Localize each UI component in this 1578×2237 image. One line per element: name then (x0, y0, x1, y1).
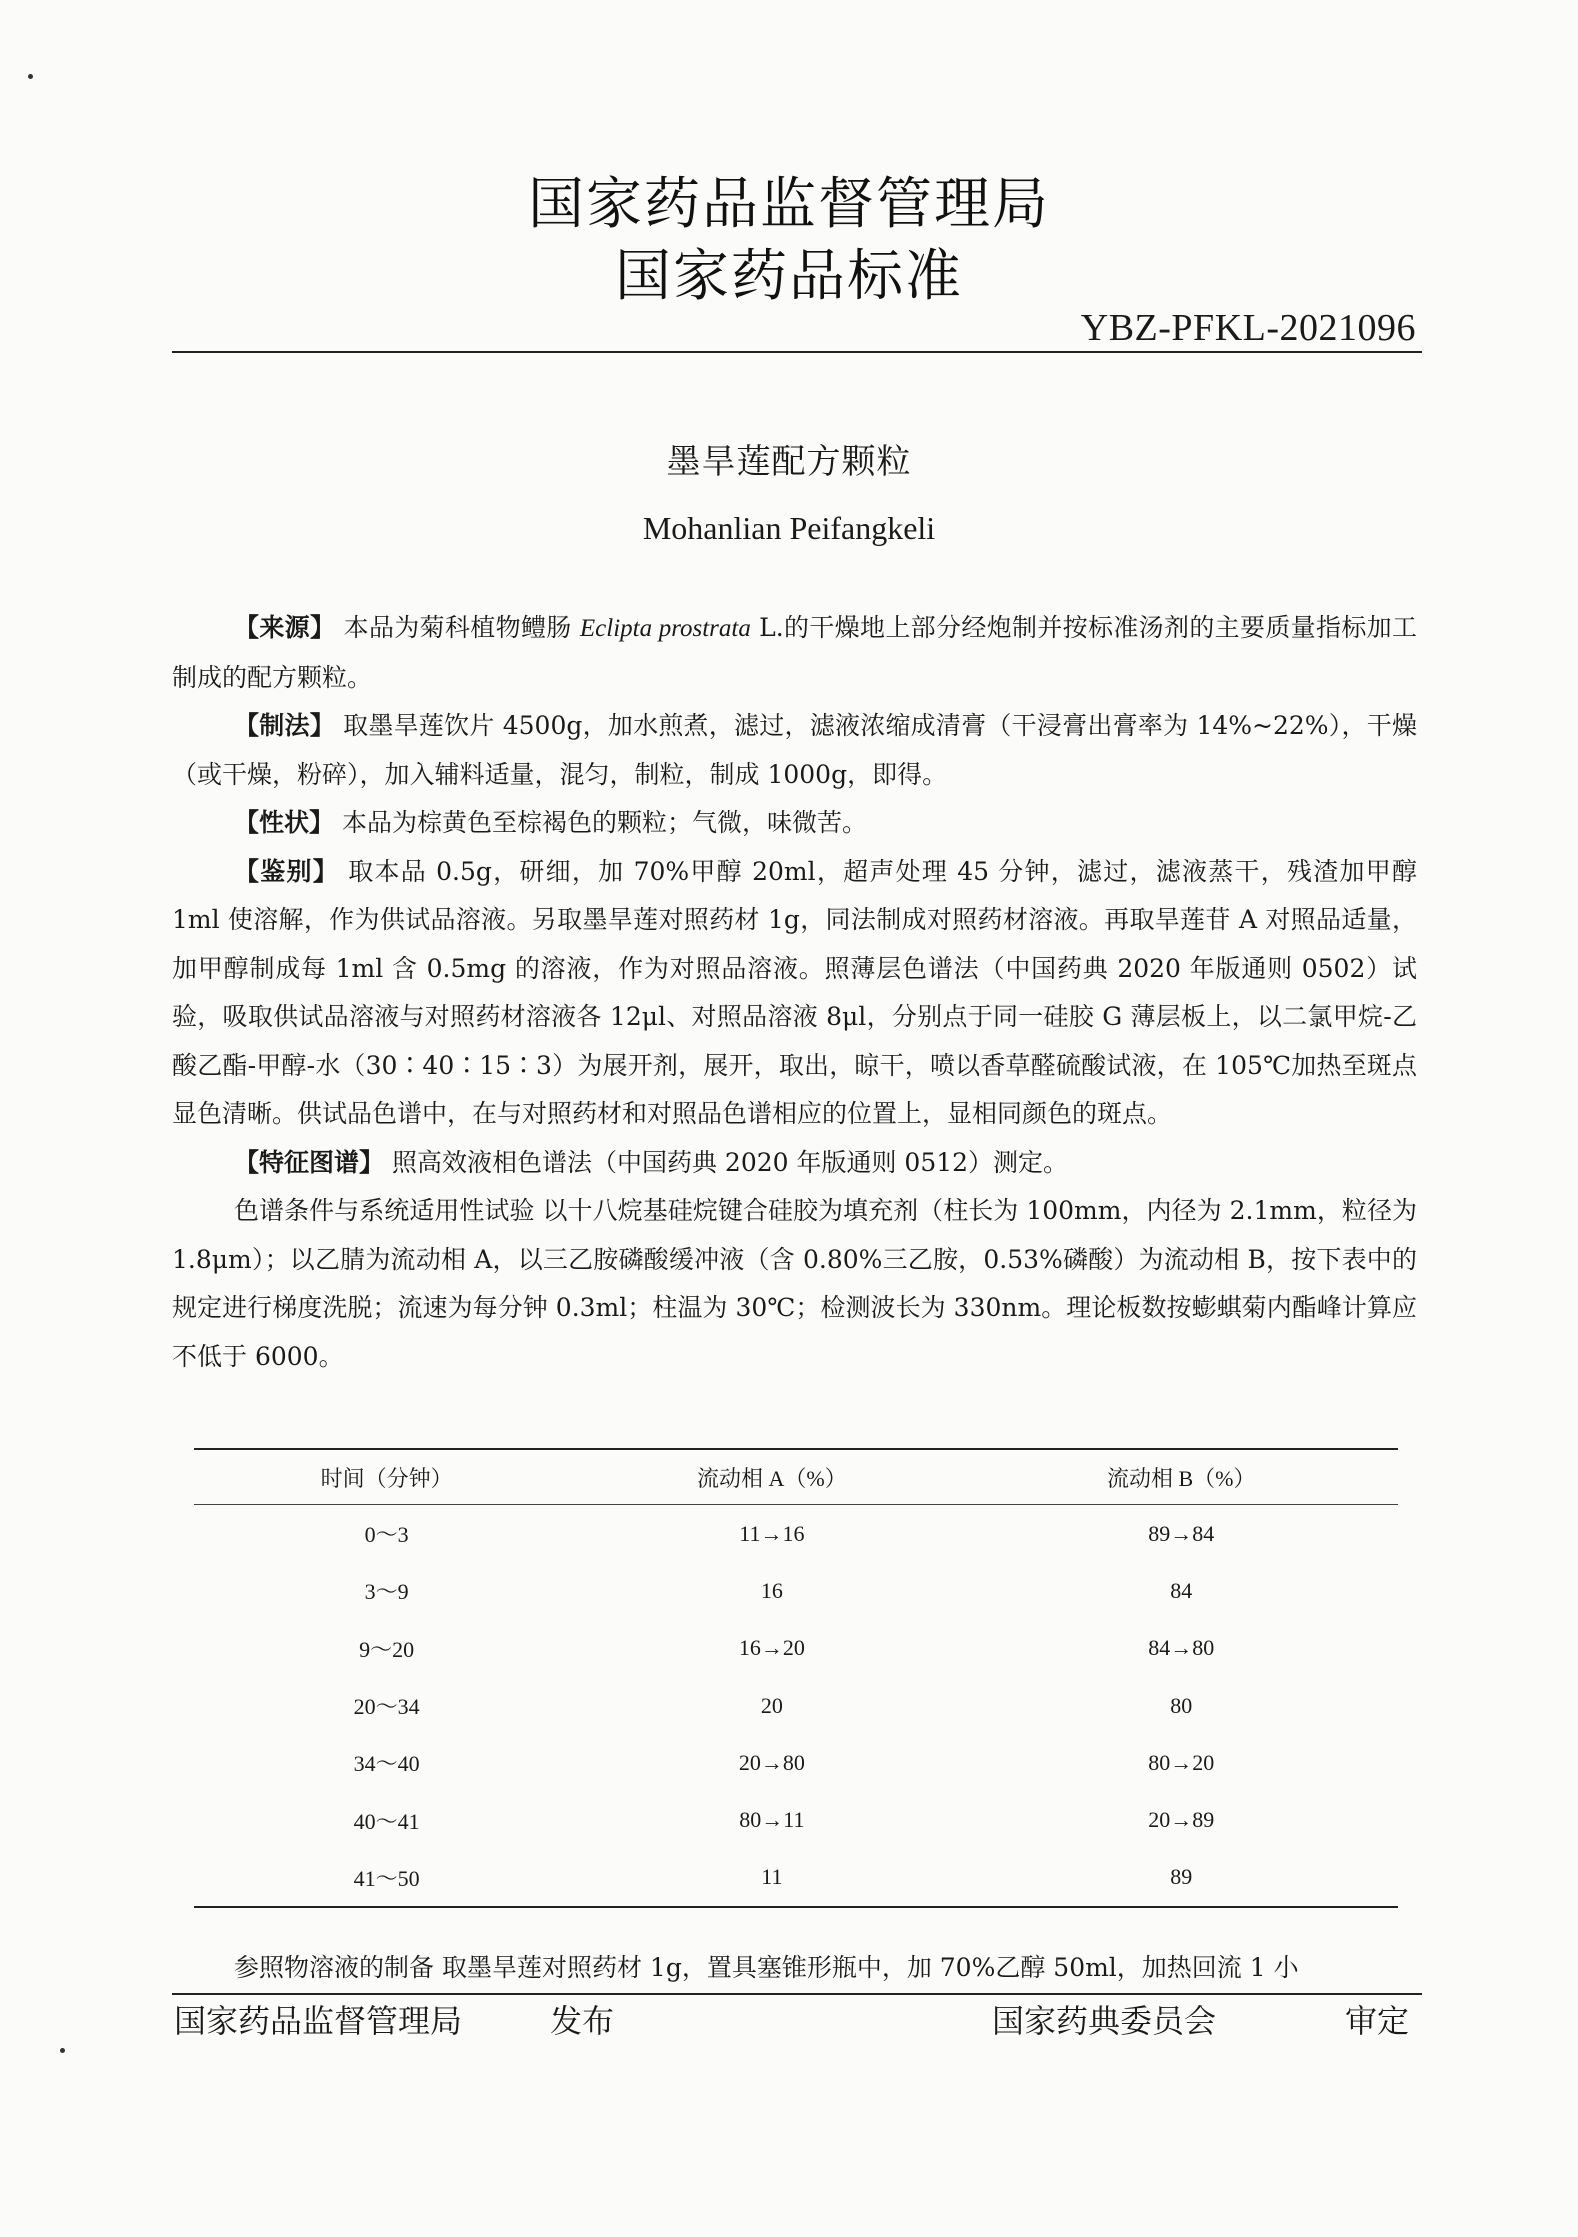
scan-speck (60, 2048, 65, 2053)
table-cell: 11 (761, 1864, 783, 1890)
method-text: 取墨旱莲饮片 4500g，加水煎煮，滤过，滤液浓缩成清膏（干浸膏出膏率为 14%~22%），干燥（或干燥，粉碎），加入辅料适量，混匀，制粒，制成 1000g，即得。 (172, 711, 1417, 789)
standard-title: 国家药品标准 (615, 244, 963, 309)
conditions-label: 色谱条件与系统适用性试验 (234, 1196, 535, 1225)
document-subtitle: Mohanlian Peifangkeli (642, 510, 936, 546)
reference-prep-label: 参照物溶液的制备 (234, 1953, 435, 1982)
table-row (194, 1505, 1398, 1563)
identification-text: 取本品 0.5g，研细，加 70%甲醇 20ml，超声处理 45 分钟，滤过，滤液蒸干，残渣加甲醇 1ml 使溶解，作为供试品溶液。另取墨旱莲对照药材 1g，同法制成对照药材溶液。再取旱莲苷 A 对照品适量，加甲醇制成每 1ml 含 0.5mg 的溶液，作为对照品溶液。照薄层色谱法（中国药典 2020 年版通则 0502）试验，吸取供试品溶液与对照药材溶液各 12μl、对照品溶液 8μl，分别点于同一硅胶 G 薄层板上，以二氯甲烷-乙酸乙酯-甲醇-水（30∶40∶15∶3）为展开剂，展开，取出，晾干，喷以香草醛硫酸试液，在 105℃加热至斑点显色清晰。供试品色谱中，在与对照药材和对照品色谱相应的位置上，显相同颜色的斑点。 (172, 856, 1417, 1128)
scan-speck (28, 74, 33, 79)
table-cell: 89 (1170, 1864, 1193, 1890)
table-row (194, 1849, 1398, 1907)
table-cell: 40～41 (353, 1808, 420, 1834)
character-label: 【性状】 (234, 808, 335, 837)
table-row (194, 1791, 1398, 1848)
table-cell: 34～40 (353, 1751, 420, 1777)
table-cell: 20→89 (1148, 1807, 1215, 1833)
identification-paragraph (172, 848, 1417, 1139)
document-title: 墨旱莲配方颗粒 (666, 442, 912, 482)
table-row (194, 1677, 1398, 1734)
table-cell: 0～3 (364, 1522, 409, 1548)
table-row (194, 1620, 1398, 1677)
table-row (194, 1734, 1398, 1791)
table-cell: 84 (1170, 1577, 1193, 1603)
footer-publisher: 国家药品监督管理局 (174, 2002, 463, 2040)
table-cell: 3～9 (364, 1579, 409, 1605)
header-rule (172, 351, 1422, 353)
footer-reviewer: 国家药典委员会 (992, 2002, 1217, 2040)
document-body (172, 604, 1417, 1381)
footer-review-label: 审定 (1345, 2002, 1410, 2040)
source-label: 【来源】 (234, 613, 336, 642)
fingerprint-paragraph (172, 1139, 1417, 1188)
table-header-cell: 流动相 B（%） (965, 1449, 1398, 1505)
table-cell: 80→20 (1148, 1749, 1215, 1775)
table-cell: 11→16 (739, 1520, 805, 1546)
conditions-paragraph (172, 1187, 1417, 1381)
standard-code: YBZ-PFKL-2021096 (1080, 307, 1416, 349)
table-cell: 16 (760, 1577, 783, 1603)
source-text-after: L.的干燥地上部分经炮制并按标准汤剂的主要质量指标加工制成的配方颗粒。 (172, 613, 1418, 692)
table-row (194, 1562, 1398, 1619)
table-cell: 80→11 (739, 1807, 805, 1833)
issuer-title: 国家药品监督管理局 (528, 172, 1050, 237)
fingerprint-label: 【特征图谱】 (234, 1147, 385, 1177)
reference-prep-paragraph (172, 1944, 1417, 1992)
table-cell: 80 (1170, 1692, 1193, 1718)
reference-prep-text: 取墨旱莲对照药材 1g，置具塞锥形瓶中，加 70%乙醇 50ml，加热回流 1 小 (441, 1953, 1299, 1982)
table-cell: 89→84 (1148, 1520, 1215, 1546)
conditions-text: 以十八烷基硅烷键合硅胶为填充剂（柱长为 100mm，内径为 2.1mm，粒径为 1.8μm）；以乙腈为流动相 A，以三乙胺磷酸缓冲液（含 0.80%三乙胺，0.53%磷酸）为流动相 B，按下表中的规定进行梯度洗脱；流速为每分钟 0.3ml；柱温为 30℃；检测波长为 330nm。理论板数按蟛蜞菊内酯峰计算应不低于 6000。 (172, 1196, 1417, 1371)
table-cell: 84→80 (1148, 1635, 1215, 1661)
method-label: 【制法】 (234, 711, 335, 740)
source-latin-name: Eclipta prostrata (579, 615, 751, 642)
source-paragraph (172, 604, 1417, 702)
footer-publish-label: 发布 (550, 2002, 615, 2040)
footer-rule (172, 1993, 1422, 1995)
table-cell: 16→20 (738, 1635, 805, 1661)
table-header-cell: 流动相 A（%） (579, 1449, 964, 1505)
character-paragraph (172, 799, 1417, 848)
identification-label: 【鉴别】 (234, 856, 339, 886)
source-text-before: 本品为菊科植物鳢肠 (343, 613, 580, 642)
table-cell: 20～34 (353, 1694, 420, 1720)
character-text: 本品为棕黄色至棕褐色的颗粒；气微，味微苦。 (341, 808, 867, 837)
table-header-cell: 时间（分钟） (194, 1449, 579, 1505)
table-header-row (194, 1449, 1398, 1505)
method-paragraph (172, 702, 1417, 799)
table-cell: 20 (760, 1692, 783, 1718)
gradient-table (194, 1448, 1398, 1908)
table-cell: 41～50 (353, 1865, 420, 1891)
table-cell: 9～20 (359, 1636, 415, 1662)
fingerprint-text: 照高效液相色谱法（中国药典 2020 年版通则 0512）测定。 (391, 1147, 1069, 1177)
table-cell: 20→80 (738, 1749, 805, 1775)
